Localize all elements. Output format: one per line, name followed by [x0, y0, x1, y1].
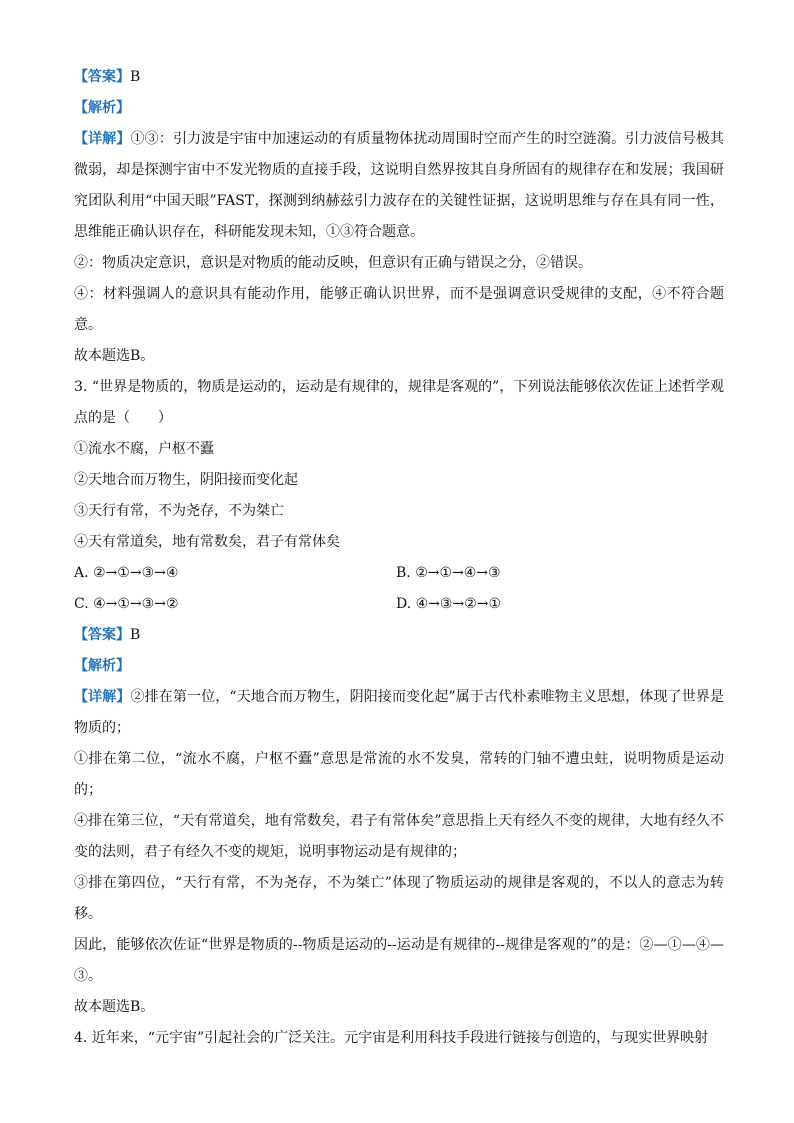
detail-text: ②排在第一位，“天地合而万物生，阴阳接而变化起”属于古代朴素唯物主义思想，体现了世界是物质的； — [74, 689, 725, 736]
q2-analysis-line — [74, 93, 724, 124]
q3-detail-p1 — [74, 682, 724, 744]
q3-analysis-line — [74, 651, 724, 682]
q2-answer-line — [74, 62, 724, 93]
q2-detail-p4: 故本题选B。 — [74, 348, 155, 364]
q3-answer-line — [74, 620, 724, 651]
answer-tag: 【答案】 — [74, 627, 130, 643]
q3-statement-3: ③天行有常，不为尧存，不为桀亡 — [74, 503, 284, 519]
q3-detail-p4: ③排在第四位，“天行有常，不为尧存，不为桀亡”体现了物质运动的规律是客观的，不以人的意志为转移。 — [74, 875, 724, 922]
q3-options — [74, 558, 724, 620]
q3-detail-p5: 因此，能够依次佐证“世界是物质的--物质是运动的--运动是有规律的--规律是客观的”的是：②—①—④—③。 — [74, 937, 724, 984]
q3-detail-p2: ①排在第二位，“流水不腐，户枢不蠹”意思是常流的水不发臭，常转的门轴不遭虫蛀，说明物质是运动的； — [74, 751, 724, 798]
q3-option-b: B. ②→①→④→③ — [396, 565, 501, 581]
detail-tag: 【详解】 — [74, 689, 131, 705]
q4-stem: 4. 近年来，“元宇宙”引起社会的广泛关注。元宇宙是利用科技手段进行链接与创造的，与现实世界映射 — [74, 1030, 709, 1046]
detail-tag: 【详解】 — [74, 131, 131, 147]
q3-detail-p3: ④排在第三位，“天有常道矣，地有常数矣，君子有常体矣”意思指上天有经久不变的规律，大地有经久不变的法则，君子有经久不变的规矩，说明事物运动是有规律的； — [74, 813, 724, 860]
analysis-tag: 【解析】 — [74, 100, 130, 116]
q3-statement-2: ②天地合而万物生，阴阳接而变化起 — [74, 472, 298, 488]
q3-statement-1: ①流水不腐，户枢不蠹 — [74, 441, 214, 457]
q2-detail-p3: ④：材料强调人的意识具有能动作用，能够正确认识世界，而不是强调意识受规律的支配，④不符合题意。 — [74, 286, 724, 333]
analysis-tag: 【解析】 — [74, 658, 130, 674]
answer-value: B — [130, 627, 141, 643]
q3-detail-p6: 故本题选B。 — [74, 999, 155, 1015]
q2-detail-p2: ②：物质决定意识，意识是对物质的能动反映，但意识有正确与错误之分，②错误。 — [74, 255, 592, 271]
q2-detail-p1 — [74, 124, 724, 248]
answer-value: B — [130, 69, 141, 85]
answer-tag: 【答案】 — [74, 69, 130, 85]
detail-text: ①③：引力波是宇宙中加速运动的有质量物体扰动周围时空而产生的时空涟漪。引力波信号极其微弱，却是探测宇宙中不发光物质的直接手段，这说明自然界按其自身所固有的规律存在和发展；我国研究团队利用“中国天眼”FAST，探测到纳赫兹引力波存在的关键性证据，这说明思维与存在具有同一性，思维能正确认识存在，科研能发现未知，①③符合题意。 — [74, 131, 725, 240]
q3-option-a: A. ②→①→③→④ — [74, 565, 179, 581]
q3-stem: 3. “世界是物质的，物质是运动的，运动是有规律的，规律是客观的”，下列说法能够依次佐证上述哲学观点的是（ ） — [74, 379, 724, 426]
document-content — [74, 62, 724, 1054]
q3-option-c: C. ④→①→③→② — [74, 596, 179, 612]
q3-statement-4: ④天有常道矣，地有常数矣，君子有常体矣 — [74, 534, 340, 550]
q3-option-d: D. ④→③→②→① — [396, 596, 502, 612]
